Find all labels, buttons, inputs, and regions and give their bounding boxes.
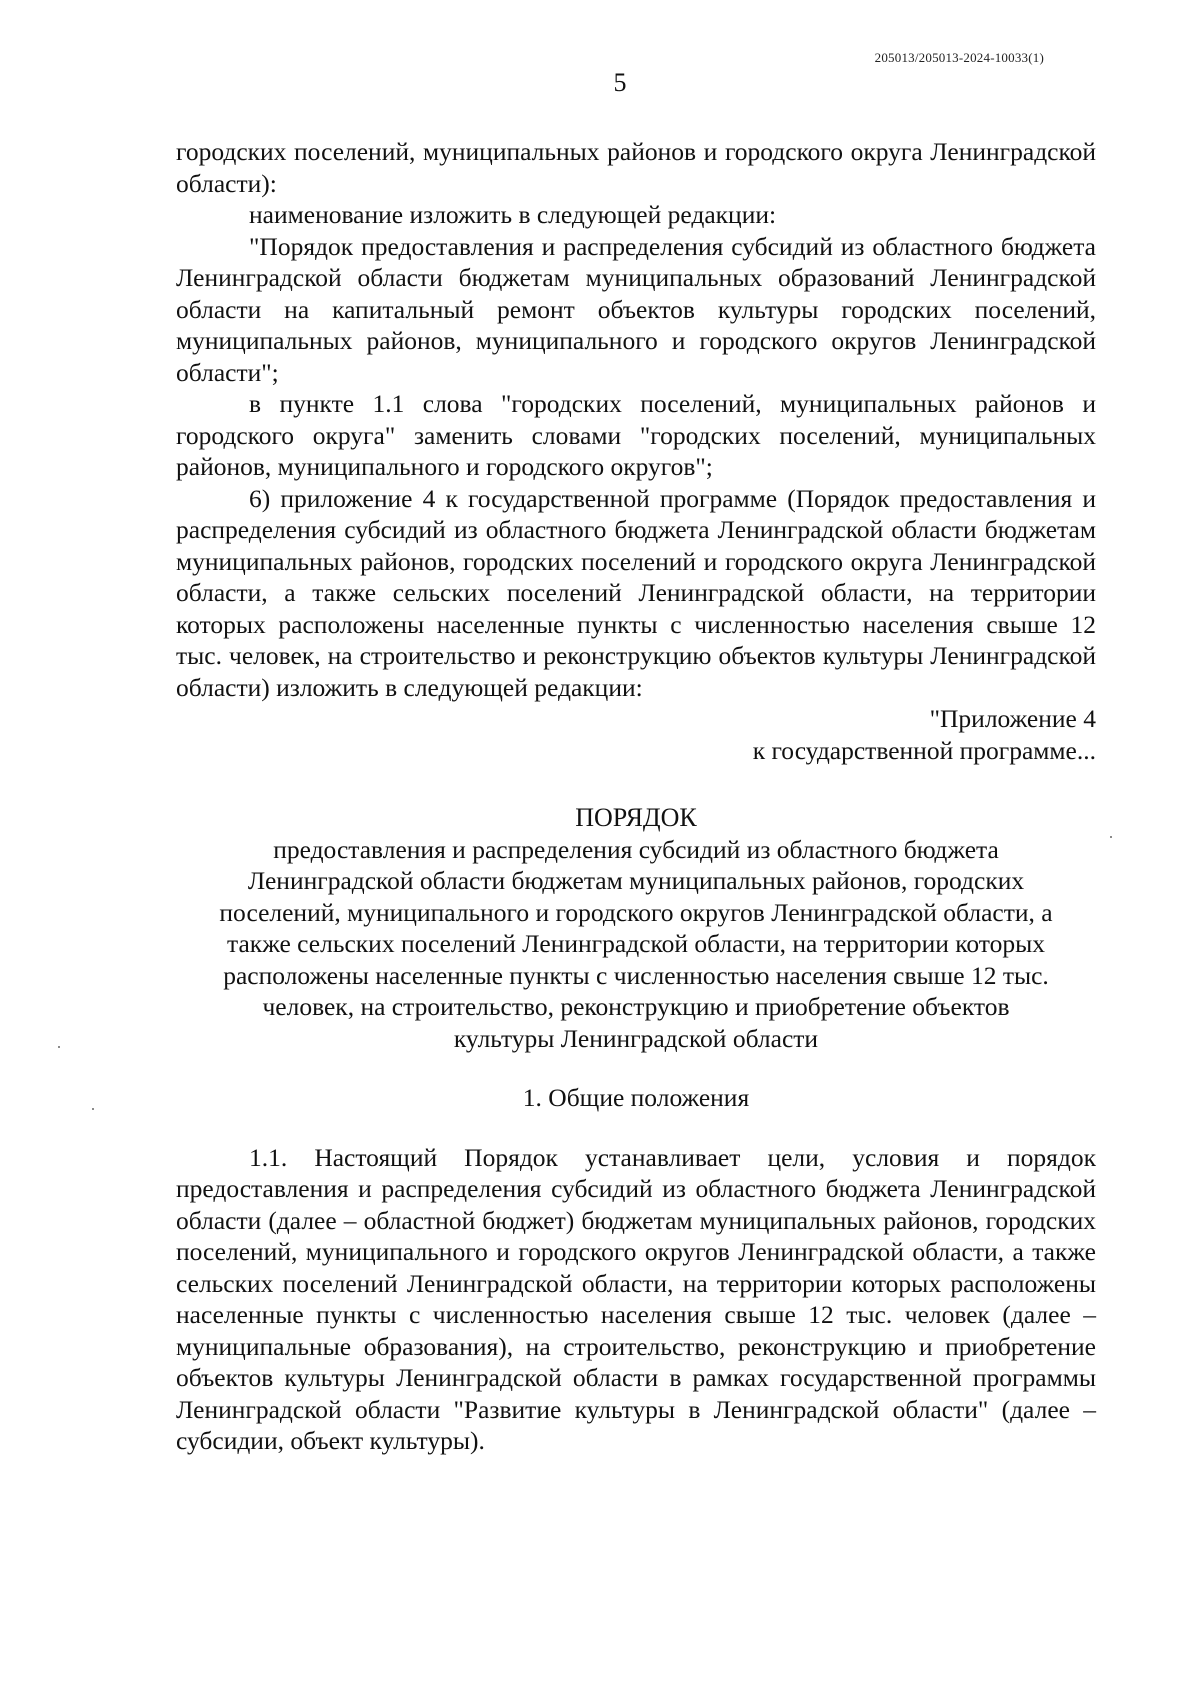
paragraph-clause-1-1-amendment: в пункте 1.1 слова "городских поселений, муниципальных районов и городского округа" заменить словами "городских поселений, муниципальных районов, муниципального и городского округов";	[176, 389, 1096, 481]
paragraph-new-title-text: "Порядок предоставления и распределения субсидий из областного бюджета Ленинградской области бюджетам муниципальных образований Ленинградской области на капитальный ремонт объектов культуры городских поселений, муниципальных районов, муниципального и городского округов Ленинградской области";	[176, 231, 1096, 387]
appendix-label-line-2: к государственной программе...	[752, 735, 1096, 765]
paragraph-clause-1-1: 1.1. Настоящий Порядок устанавливает цели, условия и порядок предоставления и распределения субсидий из областного бюджета Ленинградской области (далее – областной бюджет) бюджетам муниципальных районов, городских поселений, муниципального и городского округов Ленинградской области, а также сельских поселений Ленинградской области, на территории которых расположены населенные пункты с численностью населения свыше 12 тыс. человек (далее – муниципальные образования), на строительство, реконструкцию и приобретение объектов культуры Ленинградской области в рамках государственной программы Ленинградской области "Развитие культуры в Ленинградской области" (далее – субсидии, объект культуры).	[176, 1142, 1096, 1455]
document-registration-number: 205013/205013-2024-10033(1)	[874, 50, 1044, 65]
document-body	[176, 136, 1096, 1457]
paragraph-continuation: городских поселений, муниципальных районов и городского округа Ленинградской области):	[176, 137, 1096, 198]
appendix-label-line-1: "Приложение 4	[929, 704, 1096, 733]
order-subtitle: предоставления и распределения субсидий из областного бюджета Ленинградской области бюджетам муниципальных районов, городских поселений, муниципального и городского округов Ленинградской области, а также сельских поселений Ленинградской области, на территории которых расположены населенные пункты с численностью населения свыше 12 тыс. человек, на строительство, реконструкцию и приобретение объектов культуры Ленинградской области	[219, 834, 1053, 1053]
section-heading: 1. Общие положения	[522, 1083, 750, 1112]
paragraph-title-amendment: наименование изложить в следующей редакции:	[249, 200, 777, 229]
scan-speck	[58, 1046, 60, 1048]
paragraph-item-6: 6) приложение 4 к государственной программе (Порядок предоставления и распределения субсидий из областного бюджета Ленинградской области бюджетам муниципальных районов, городских поселений и городского округа Ленинградской области, а также сельских поселений Ленинградской области, на территории которых расположены населенные пункты с численностью населения свыше 12 тыс. человек, на строительство и реконструкцию объектов культуры Ленинградской области) изложить в следующей редакции:	[176, 483, 1096, 702]
order-title: ПОРЯДОК	[575, 803, 697, 832]
scan-speck	[92, 1108, 94, 1110]
scan-speck	[1110, 836, 1112, 838]
page-number: 5	[613, 68, 627, 97]
